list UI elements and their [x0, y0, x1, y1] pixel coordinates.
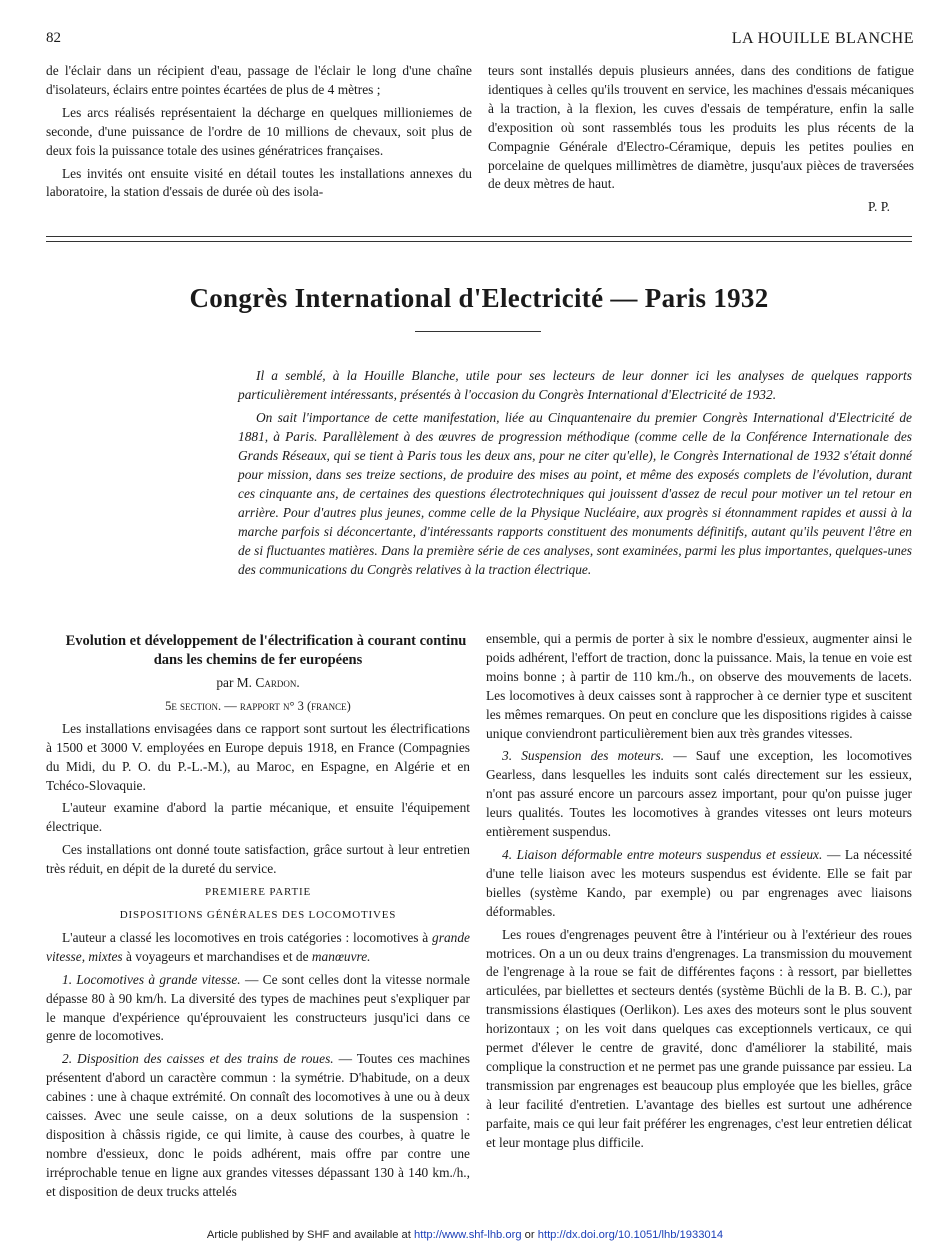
paragraph: Ces installations ont donné toute satisfaction, grâce surtout à leur entretien très réduit, en dépit de la dureté du service. [46, 842, 470, 877]
paragraph: ensemble, qui a permis de porter à six le nombre d'essieux, augmenter ainsi le poids adhérent, l'effort de traction, donc la puissance. Mais, la tenue en voie est moins bonne ; à partir de 110 km./h., on observe des mouvements de lacets. Les locomotives à deux caisses sont à rapprocher à ce dernier type et suscitent les mêmes remarques. On peut en conclure que les dispositions rigides à caisse unique conviendront particulièrement bien aux très grandes vitesses. [486, 631, 912, 741]
text-run: — La nécessité d'une telle liaison avec les moteurs suspendus est évidente. Elle se fait par bielles (système Kando, par exemple) ou par engrenages avec liaisons déformables. [486, 846, 912, 919]
paragraph [46, 929, 470, 967]
text-run: à voyageurs et marchandises et de [125, 948, 309, 964]
paragraph: teurs sont installés depuis plusieurs années, dans des conditions de fatigue identiques à celles qu'ils trouvent en service, les machines d'essais mécaniques à la traction, à la flexion, les cuves d'essais de température, enfin la salle d'exposition où sont rassemblés tous les produits les plus récents de la Compagnie Générale d'Electro-Céramique, depuis les petites poulies en porcelaine de quelques millimètres de diamètre, jusqu'aux pièces de traversées de deux mètres de haut. [488, 63, 914, 192]
paragraph [46, 1050, 470, 1201]
footer-text: Article published by SHF and available at [206, 1229, 411, 1241]
article-right-column [486, 630, 912, 1156]
subsection-lead: 2. Disposition des caisses et des trains de roues. [62, 1051, 334, 1067]
paragraph: de l'éclair dans un récipient d'eau, passage de l'éclair le long d'une chaîne d'isolateurs, éclairs entre pointes écartées de plus de 4 mètres ; [46, 63, 472, 97]
top-left-column [46, 62, 472, 206]
divider [46, 236, 912, 237]
article-left-column [46, 632, 470, 1206]
divider [46, 241, 912, 242]
part-heading: PREMIERE PARTIE [205, 886, 311, 899]
subsection-lead: 3. Suspension des moteurs. [502, 748, 665, 764]
paragraph: Les arcs réalisés représentaient la décharge en quelques millioniemes de seconde, d'une puissance de l'ordre de 10 millions de chevaux, soit plus de deux fois la puissance totale des usines génératrices françaises. [46, 104, 472, 158]
author-name: Cardon. [255, 675, 300, 690]
author-line [46, 674, 470, 693]
author-prefix: par M. [216, 675, 253, 690]
part-subheading: DISPOSITIONS GÉNÉRALES DES LOCOMOTIVES [119, 908, 397, 921]
intro-block [238, 366, 912, 583]
section-line: 5e section. — rapport n° 3 (france) [165, 698, 351, 713]
page-number: 82 [46, 30, 61, 46]
intro-paragraph: Il a semblé, à la Houille Blanche, utile pour ses lecteurs de leur donner ici les analyses de quelques rapports particulièrement intéressants, présentés à l'occasion du Congrès International d'Electricité de 1932. [238, 368, 912, 402]
text-run: L'auteur a classé les locomotives en trois catégories : locomotives à [62, 929, 429, 945]
shf-link[interactable]: http://www.shf-lhb.org [413, 1229, 522, 1241]
doi-link[interactable]: http://dx.doi.org/10.1051/lhb/1933014 [537, 1229, 724, 1241]
top-right-column [488, 62, 914, 221]
running-title: LA HOUILLE BLANCHE [731, 30, 914, 47]
paragraph [46, 971, 470, 1047]
paragraph [486, 846, 912, 922]
paragraph: Les installations envisagées dans ce rapport sont surtout les électrifications à 1500 et 3000 V. employées en Europe depuis 1918, en France (Compagnies du Midi, du P. O. du P.-L.-M.), au Maroc, en Espagne, en Algérie et en Tchéco-Slovaquie. [46, 720, 470, 793]
intro-paragraph: On sait l'importance de cette manifestation, liée au Cinquantenaire du premier Congrès International d'Electricité de 1881, à Paris. Parallèlement à des œuvres de progression méthodique (comme celle de la Conférence Internationale des Grands Réseaux, qui se tient à Paris tous les deux ans, pour ne citer qu'elle), le Congrès International de 1932 s'était donné pour mission, dans ses treize sections, de produire des mises au point, et même des exposés complets de l'évolution, durant ces cinquante ans, de certaines des questions électrotechniques qui jouissent d'assez de recul pour motiver un tel retour en arrière. Pour d'autres plus jeunes, comme celle de la Physique Nucléaire, aux progrès si étonnamment rapides et aussi à la marche parfois si déconcertante, d'intéressants rapports constituent des monuments définitifs, autant qu'ils peuvent l'être en de si fluctuantes matières. Dans la première série de ces analyses, sont examinées, parmi les plus importantes, quelques-unes des communications du Congrès relatives à la traction électrique. [238, 410, 912, 577]
subsection-lead: 4. Liaison déformable entre moteurs suspendus et essieux. [502, 846, 823, 862]
paragraph: Les invités ont ensuite visité en détail toutes les installations annexes du laboratoire, la station d'essais de durée où des isola- [46, 165, 472, 200]
signature: P. P. [868, 199, 890, 215]
paragraph [486, 747, 912, 842]
subsection-lead: 1. Locomotives à grande vitesse. [62, 971, 241, 987]
paragraph: Les roues d'engrenages peuvent être à l'intérieur ou à l'extérieur des roues motrices. On a un ou deux trains d'engrenages. La transmission du mouvement de l'engrenage à la roue se fait de différentes façons : à ressort, par biellettes articulées, par biellettes et secteurs dentés (système Büchli de la B. B. C.), par transmissions élastiques (Oerlikon). Les axes des moteurs sont le plus souvent horizontaux ; on les voit dans quelques cas exceptionnels verticaux, ce qui permet d'élever le centre de gravité, donc d'améliorer la stabilité, mais complique la construction et ne permet pas une grande puissance par essieu. La transmission par engrenages est beaucoup plus employée que les bielles, grâce à leur facilité d'entretien. L'avantage des bielles est surtout une adhérence parfaite, mais ce qui leur fait préférer les engrenages, c'est leur entretien délicat et leur montage plus difficile. [486, 926, 912, 1150]
emphasis: grande vitesse, mixtes [46, 929, 470, 964]
footer-text: or [524, 1229, 535, 1241]
text-run: — Toutes ces machines présentent d'abord un caractère commun : la symétrie. D'habitude, on a deux cabines : une à chaque extrémité. On connaît des locomotives à une ou à deux caisses. Avec une seule caisse, on a deux solutions de la suspension : disposition à châssis rigide, ce qui limite, à cause des courbes, à quatre le nombre d'essieux, donc le poids adhérent, mais offre par contre une irréprochable tenue en ligne aux grandes vitesses dépassant 130 à 140 km./h., et disposition de deux trucks attelés [46, 1051, 470, 1199]
article-title: Evolution et développement de l'électrification à courant continu dans les chemins de fer européens [65, 633, 467, 668]
footer [0, 1229, 930, 1241]
title-underline [415, 331, 541, 332]
text-run: — Ce sont celles dont la vitesse normale dépasse 80 à 90 km/h. La diversité des types de machines peut s'expliquer par le manque d'expérience qu'éprouvaient les constructeurs jusqu'ici dans ce genre de locomotives. [46, 971, 470, 1044]
paragraph: L'auteur examine d'abord la partie mécanique, et ensuite l'équipement électrique. [46, 800, 470, 835]
page-title: Congrès International d'Electricité — Paris 1932 [189, 283, 769, 313]
text-run: — Sauf une exception, les locomotives Gearless, dans lesquelles les induits sont calés directement sur les essieux, n'ont pas assuré encore un parcours assez important, pour qu'on puisse juger leurs qualités. Toutes les locomotives à grandes vitesses ont leurs moteurs entièrement suspendus. [486, 748, 912, 840]
emphasis: manœuvre. [311, 948, 371, 964]
